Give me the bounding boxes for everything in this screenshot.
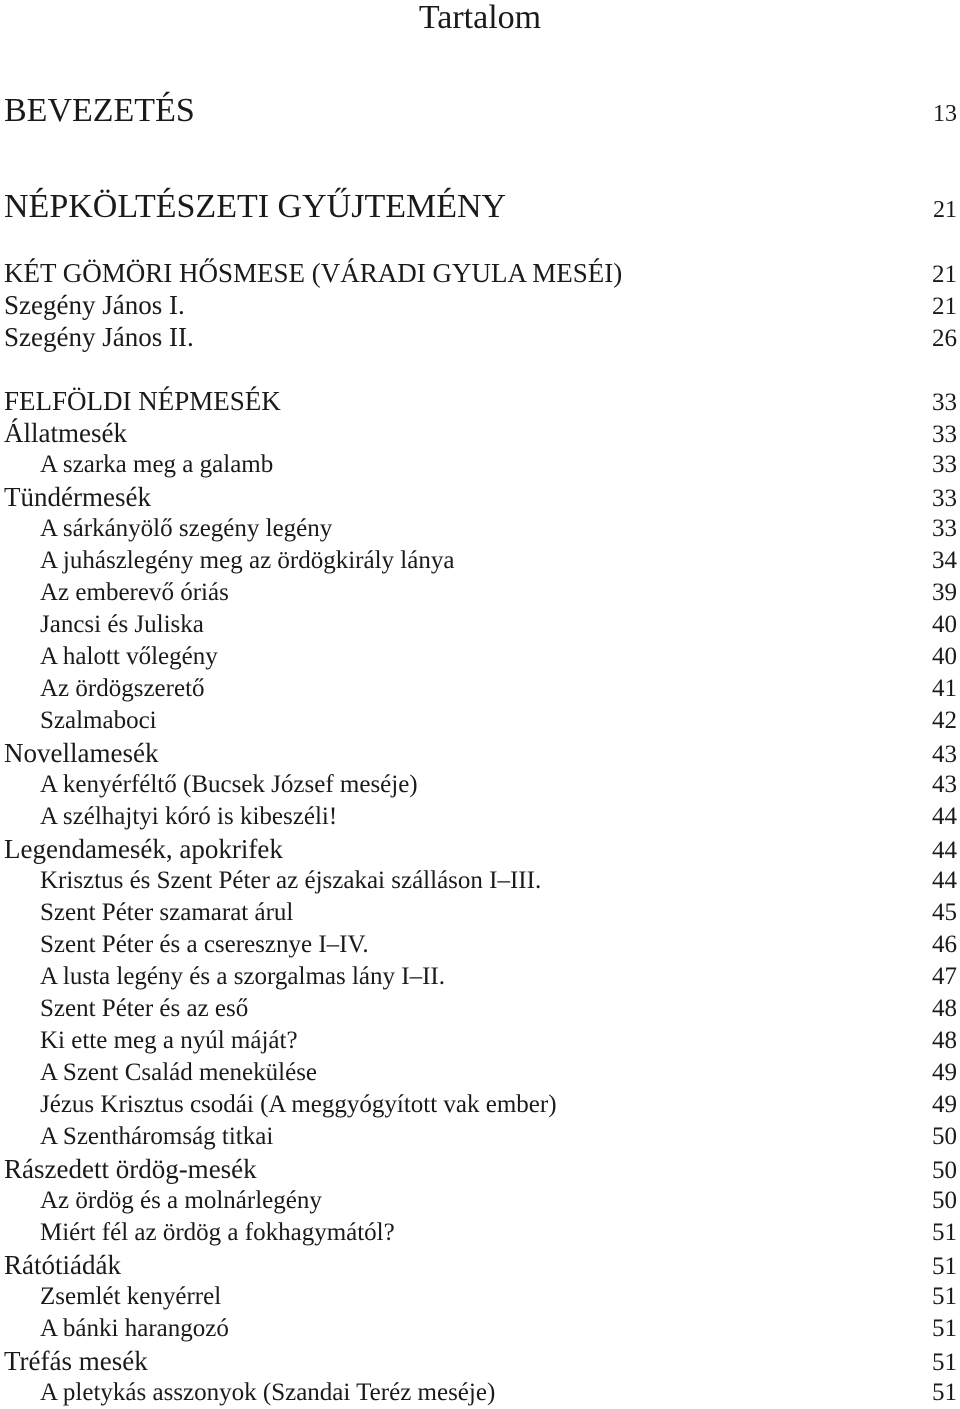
toc-entry-page-number: 49 [932,1091,957,1118]
toc-entry-page-number: 33 [932,389,957,416]
toc-entry [4,514,957,544]
toc-entry-page-number: 21 [933,197,957,223]
toc-entry [4,1282,957,1312]
toc-entry [4,1250,957,1282]
toc-entry-title: Az ördögszerető [40,675,205,702]
toc-entry [4,578,957,608]
toc-entry [4,706,957,736]
toc-entry [4,1186,957,1216]
toc-entry [4,1218,957,1248]
toc-entry [4,1026,957,1056]
toc-entry-page-number: 43 [932,771,957,798]
toc-entry-page-number: 50 [932,1187,957,1214]
toc-entry-title: A bánki harangozó [40,1315,229,1342]
toc-entry-title: A halott vőlegény [40,643,218,670]
toc-entry-page-number: 33 [932,485,957,512]
toc-entry [4,802,957,832]
toc-entry [4,386,957,418]
toc-entry-title: Az emberevő óriás [40,579,229,606]
toc-entry-title: Novellamesék [4,738,159,768]
toc-entry-title: Ki ette meg a nyúl máját? [40,1027,298,1054]
toc-entry-title: KÉT GÖMÖRI HŐSMESE (VÁRADI GYULA MESÉI) [4,258,623,288]
toc-entry-title: A Szent Család menekülése [40,1059,318,1086]
toc-entry-title: A szarka meg a galamb [40,451,274,478]
toc-entry-page-number: 41 [932,675,957,702]
toc-entry [4,1378,957,1408]
toc-entry-page-number: 44 [932,867,957,894]
toc-entry-page-number: 47 [932,963,957,990]
toc-entry-title: Tréfás mesék [4,1346,148,1376]
toc-entry-title: A sárkányölő szegény legény [40,515,333,542]
toc-entry [4,1090,957,1120]
toc-entry-page-number: 50 [932,1157,957,1184]
toc-entry-page-number: 40 [932,643,957,670]
toc-entry-page-number: 33 [932,515,957,542]
toc-entry-title: Jancsi és Juliska [40,611,204,638]
toc-entry-page-number: 34 [932,547,957,574]
toc-entry [4,1154,957,1186]
toc-entry-page-number: 40 [932,611,957,638]
toc-entry [4,258,957,290]
toc-entry [4,994,957,1024]
toc-entry [4,866,957,896]
toc-entry [4,642,957,672]
toc-entry-title: Rászedett ördög-mesék [4,1154,257,1184]
toc-entry-page-number: 21 [932,261,957,288]
toc-entry-title: A juhászlegény meg az ördögkirály lánya [40,547,455,574]
toc-entry-page-number: 48 [932,995,957,1022]
toc-entry-title: Szalmaboci [40,707,157,734]
toc-entry-page-number: 51 [932,1253,957,1280]
toc-entry [4,834,957,866]
page-title: Tartalom [418,0,542,36]
toc-entry [4,770,957,800]
toc-entry-title: NÉPKÖLTÉSZETI GYŰJTEMÉNY [4,188,507,225]
toc-entry-title: Legendamesék, apokrifek [4,834,283,864]
toc-entry [4,1122,957,1152]
toc-entry-page-number: 39 [932,579,957,606]
toc-entry [4,930,957,960]
toc-entry-page-number: 26 [932,325,957,352]
toc-entry-title: Miért fél az ördög a fokhagymától? [40,1219,395,1246]
toc-entry-title: A lusta legény és a szorgalmas lány I–II. [40,963,445,990]
toc-entry [4,418,957,450]
toc-entry-page-number: 43 [932,741,957,768]
toc-entry-title: Krisztus és Szent Péter az éjszakai szálláson I–III. [40,867,542,894]
toc-entry [4,450,957,480]
toc-entry [4,1058,957,1088]
toc-entry-title: Az ördög és a molnárlegény [40,1187,322,1214]
toc-entry-title: BEVEZETÉS [4,92,195,129]
toc-entry-page-number: 49 [932,1059,957,1086]
toc-entry [4,546,957,576]
toc-entry-page-number: 51 [932,1315,957,1342]
toc-entry-title: A Szentháromság titkai [40,1123,274,1150]
toc-entry [4,322,957,354]
toc-entry [4,188,957,229]
toc-entry [4,738,957,770]
toc-entry-title: Szent Péter szamarat árul [40,899,294,926]
toc-entry [4,1314,957,1344]
toc-entry-title: Szegény János II. [4,322,194,352]
toc-entry-title: Tündérmesék [4,482,151,512]
toc-entry [4,1346,957,1378]
toc-entry-page-number: 33 [932,421,957,448]
toc-entry [4,674,957,704]
toc-entry-page-number: 51 [932,1283,957,1310]
toc-entry-title: Zsemlét kenyérrel [40,1283,222,1310]
toc-entry-page-number: 44 [932,803,957,830]
toc-entry-page-number: 50 [932,1123,957,1150]
toc-entry-title: A pletykás asszonyok (Szandai Teréz meséje) [40,1379,496,1406]
toc-entry-title: Szegény János I. [4,290,185,320]
toc-entry-page-number: 45 [932,899,957,926]
toc-entry-page-number: 44 [932,837,957,864]
toc-entry-page-number: 42 [932,707,957,734]
toc-entry [4,962,957,992]
toc-entry-page-number: 51 [932,1379,957,1406]
toc-entry-page-number: 51 [932,1219,957,1246]
toc-entry-title: Szent Péter és az eső [40,995,249,1022]
toc-entry-page-number: 46 [932,931,957,958]
toc-entry [4,898,957,928]
toc-entry-title: A szélhajtyi kóró is kibeszéli! [40,803,338,830]
toc-entry-title: Szent Péter és a cseresznye I–IV. [40,931,369,958]
toc-entry-page-number: 51 [932,1349,957,1376]
toc-entry-title: A kenyérféltő (Bucsek József meséje) [40,771,418,798]
toc-entry-title: FELFÖLDI NÉPMESÉK [4,386,281,416]
toc-entry [4,610,957,640]
toc-entry-page-number: 13 [933,101,957,127]
toc-entry-page-number: 21 [932,293,957,320]
toc-entry-page-number: 33 [932,451,957,478]
toc-entry [4,290,957,322]
toc-entry [4,482,957,514]
toc-entry-title: Jézus Krisztus csodái (A meggyógyított vak ember) [40,1091,557,1118]
toc-entry-title: Állatmesék [4,418,127,448]
toc-entry-page-number: 48 [932,1027,957,1054]
toc-entry-title: Rátótiádák [4,1250,121,1280]
toc-entry [4,92,957,133]
